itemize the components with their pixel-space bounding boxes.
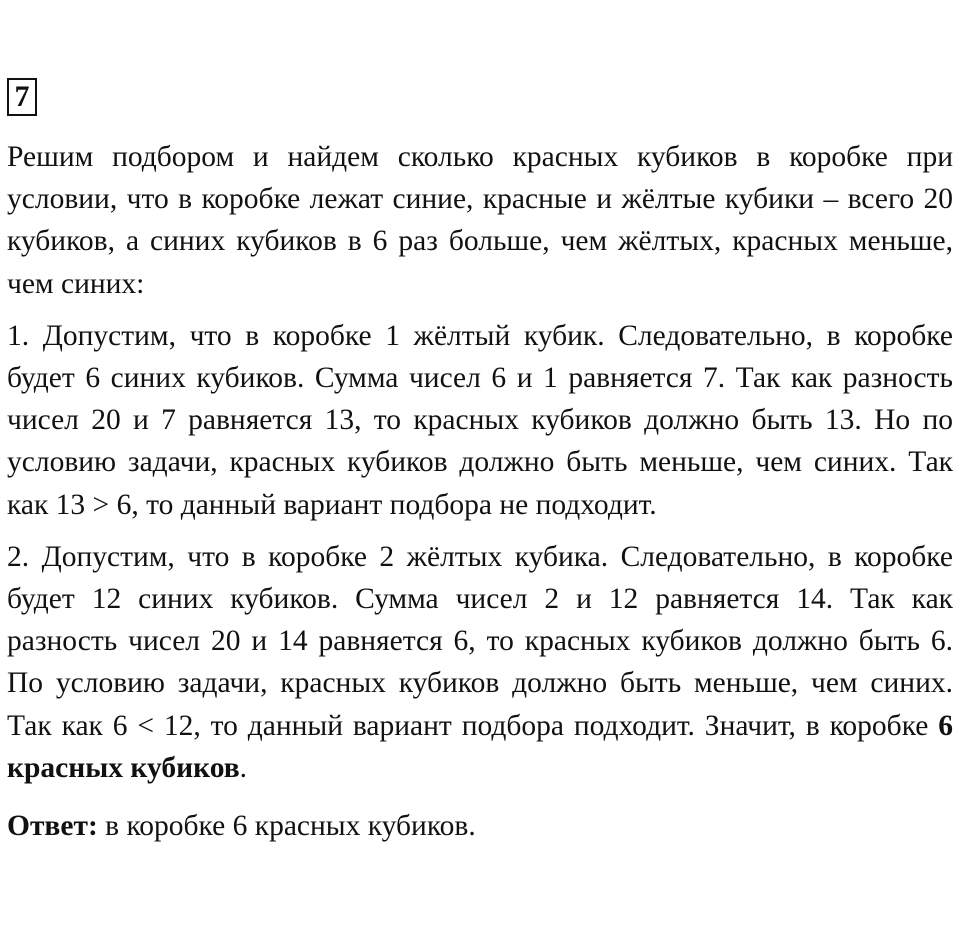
step-2-text: 2. Допустим, что в коробке 2 жёлтых кубика. Следовательно, в коробке будет 12 синих кубиков. Сумма чисел 2 и 12 равняется 14. Так как разность чисел 20 и 14 равняется 6, то красных кубиков должно быть 6. По условию задачи, красных кубиков должно быть меньше, чем синих. Так как 6 < 12, то данный вариант подбора подходит. Значит, в коробке [7, 540, 953, 742]
step-1-paragraph: 1. Допустим, что в коробке 1 жёлтый кубик. Следовательно, в коробке будет 6 синих кубиков. Сумма чисел 6 и 1 равняется 7. Так как разность чисел 20 и 7 равняется 13, то красных кубиков должно быть 13. Но по условию задачи, красных кубиков должно быть меньше, чем синих. Так как 13 > 6, то данный вариант подбора не подходит. [7, 319, 953, 521]
answer-label: Ответ: [7, 810, 98, 843]
task-number-box [7, 78, 37, 116]
step-2-paragraph [7, 536, 953, 789]
step-2-tail: . [239, 751, 248, 784]
answer-text: в коробке 6 красных кубиков. [97, 810, 476, 843]
answer-paragraph [7, 805, 953, 847]
intro-paragraph: Решим подбором и найдем сколько красных кубиков в коробке при условии, что в коробке лежат синие, красные и жёлтые кубики – всего 20 кубиков, а синих кубиков в 6 раз больше, чем жёлтых, красных меньше, чем синих: [7, 141, 953, 300]
task-number: 7 [14, 80, 30, 113]
step-2-conclusion-bold: 6 красных кубиков [7, 709, 953, 784]
solution-body [7, 136, 953, 857]
